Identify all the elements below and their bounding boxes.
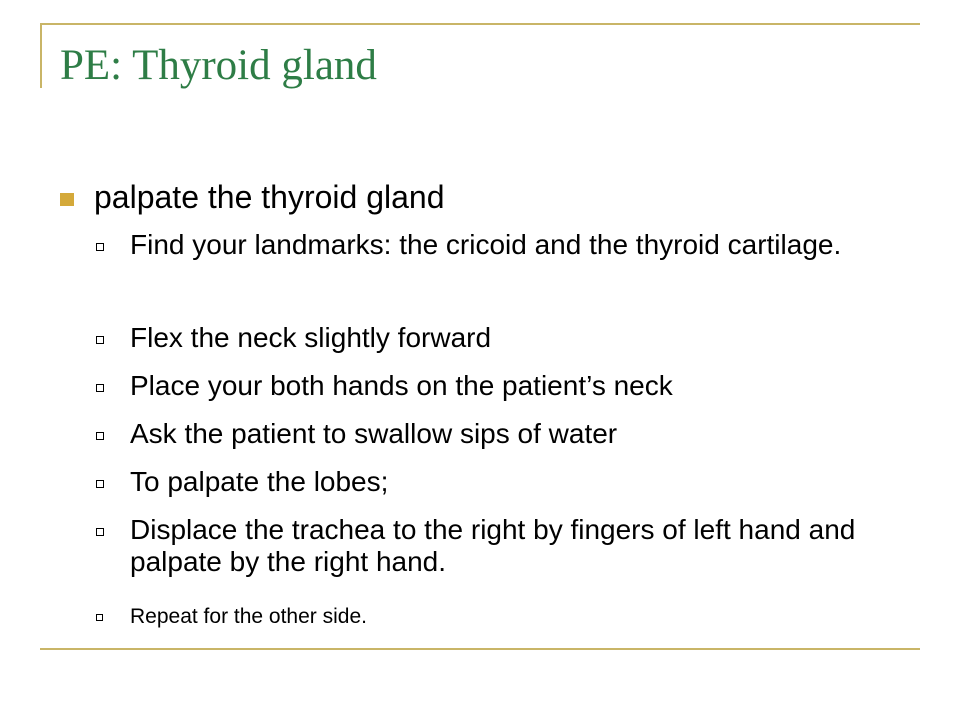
- hollow-square-bullet-icon: [96, 614, 103, 621]
- top-rule: [40, 23, 920, 25]
- hollow-square-bullet-icon: [96, 384, 104, 392]
- hollow-square-bullet-icon: [96, 480, 104, 488]
- square-bullet-icon: [60, 193, 74, 206]
- sub-bullet-text: Repeat for the other side.: [130, 605, 367, 628]
- slide-title: PE: Thyroid gland: [60, 42, 377, 89]
- bottom-rule: [40, 648, 920, 650]
- hollow-square-bullet-icon: [96, 336, 104, 344]
- sub-bullet-text: To palpate the lobes;: [130, 466, 389, 497]
- sub-bullet-text: Ask the patient to swallow sips of water: [130, 418, 618, 449]
- left-rule: [40, 23, 42, 88]
- sub-bullet-text: Displace the trachea to the right by fingers of left hand and palpate by the right hand.: [130, 514, 856, 577]
- hollow-square-bullet-icon: [96, 432, 104, 440]
- hollow-square-bullet-icon: [96, 243, 104, 251]
- sub-bullet-text: Place your both hands on the patient’s neck: [130, 370, 673, 401]
- hollow-square-bullet-icon: [96, 528, 104, 536]
- sub-bullet-text: Find your landmarks: the cricoid and the thyroid cartilage.: [130, 229, 842, 260]
- sub-bullet-text: Flex the neck slightly forward: [130, 322, 492, 353]
- main-bullet-text: palpate the thyroid gland: [94, 179, 445, 215]
